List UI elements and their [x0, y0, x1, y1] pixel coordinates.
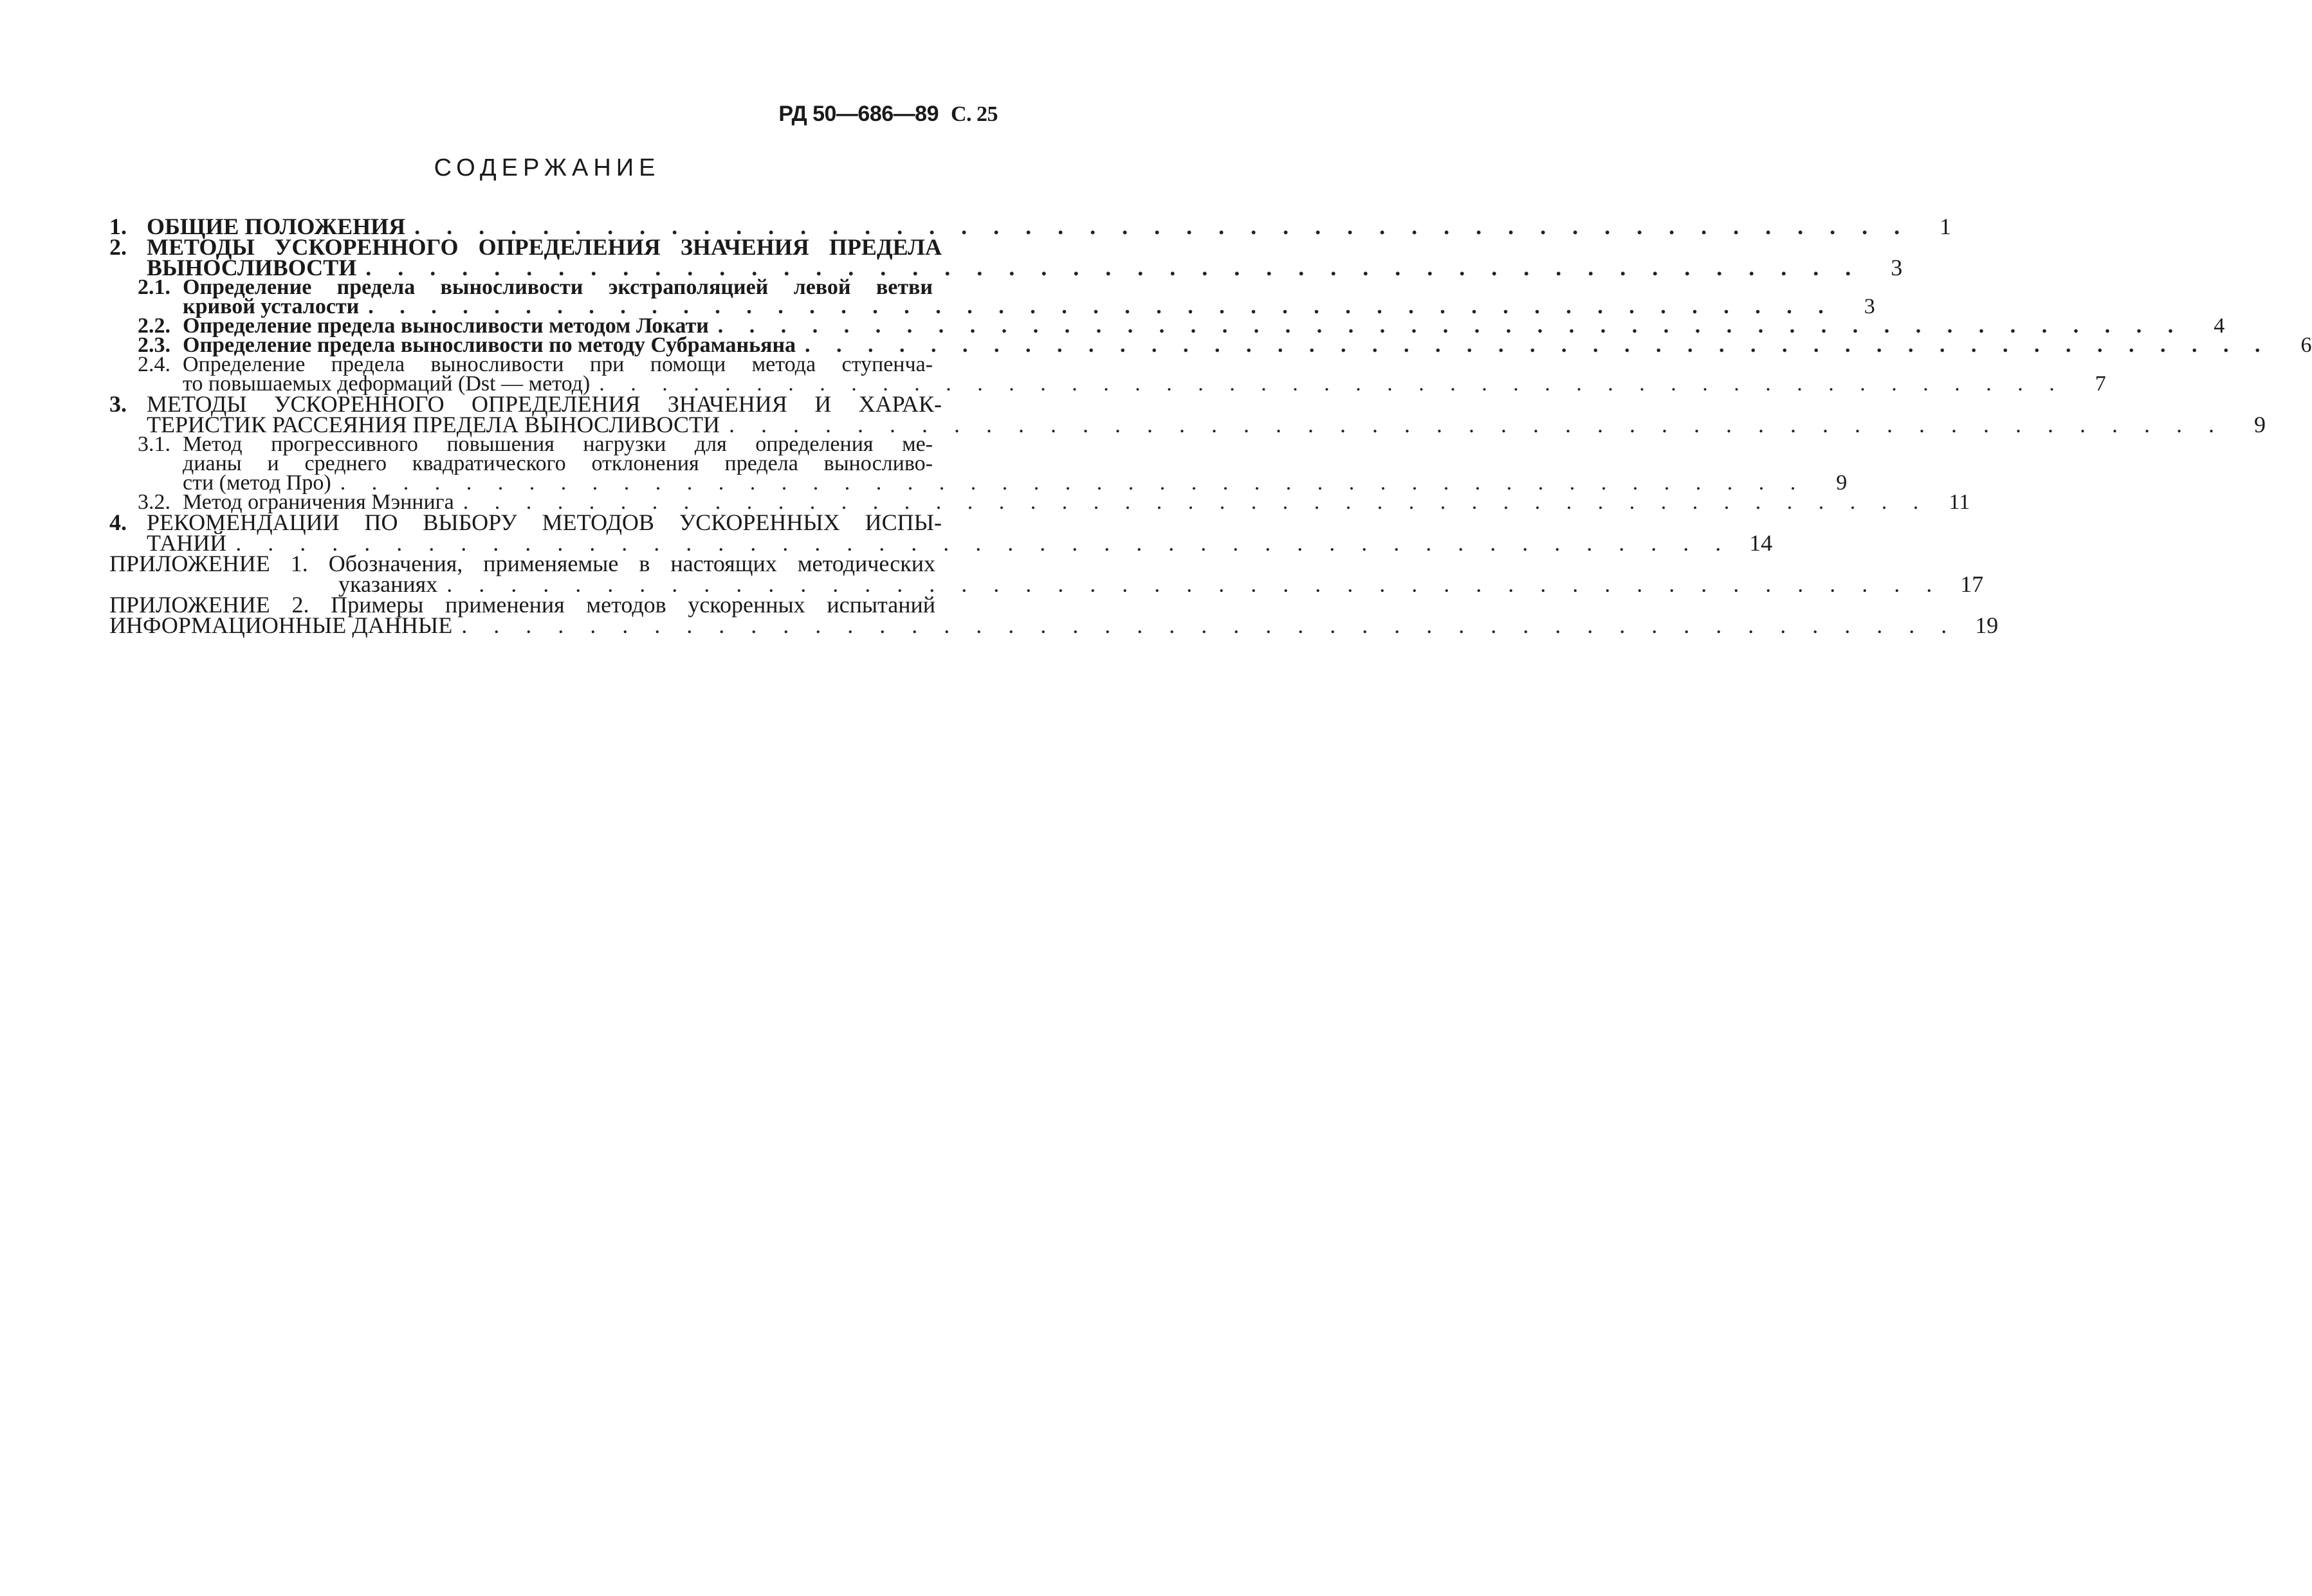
toc-entry-title-line: ТЕРИСТИК РАССЕЯНИЯ ПРЕДЕЛА ВЫНОСЛИВОСТИ — [147, 412, 720, 437]
toc-entry-title-line: Определение предела выносливости при помощи метода ступенча- — [183, 353, 933, 376]
toc-entry-title-line: РЕКОМЕНДАЦИИ ПО ВЫБОРУ МЕТОДОВ УСКОРЕННЫХ ИСПЫ- — [147, 509, 942, 535]
toc-entry-page: 11 — [1949, 490, 1970, 514]
toc-entry-title-line: Определение предела выносливости экстраполяцией левой ветви — [183, 275, 933, 299]
toc-entry-page: 3 — [1864, 295, 1875, 318]
toc-entry-page: 6 — [2300, 333, 2312, 357]
toc-entry-page: 9 — [1836, 471, 1848, 495]
document-code: РД 50—686—89 — [778, 102, 939, 126]
toc-entry-number: 2.1. — [138, 275, 170, 299]
dot-leader — [452, 615, 1957, 636]
toc-entry-page: 19 — [1975, 612, 1999, 638]
toc-entry-page: 14 — [1749, 530, 1773, 556]
toc-entry-title-line: то повышаемых деформаций (Dst — метод) — [183, 372, 591, 396]
toc-entry-page: 1 — [1940, 214, 1952, 239]
toc-entry-number: 4. — [109, 509, 127, 535]
page-title: СОДЕРЖАНИЕ — [434, 154, 661, 181]
toc-entry-page: 4 — [2214, 314, 2225, 338]
toc-entry-title-line: Метод прогрессивного повышения нагрузки для определения ме- — [183, 432, 933, 456]
toc-entry-2-4[interactable] — [109, 353, 2106, 396]
toc-entry-title-line: МЕТОДЫ УСКОРЕННОГО ОПРЕДЕЛЕНИЯ ЗНАЧЕНИЯ И ХАРАК- — [147, 391, 942, 417]
toc-information-data[interactable] — [109, 612, 1999, 638]
toc-entry-title-line: ПРИЛОЖЕНИЕ 1. Обозначения, применяемые в настоящих методических — [109, 551, 935, 576]
toc-entry-title-line: МЕТОДЫ УСКОРЕННОГО ОПРЕДЕЛЕНИЯ ЗНАЧЕНИЯ ПРЕДЕЛА — [147, 234, 942, 260]
toc-entry-title: Метод ограничения Мэннига — [183, 490, 454, 514]
toc-entry-title-line: ПРИЛОЖЕНИЕ 2. Примеры применения методов ускоренных испытаний — [109, 592, 935, 618]
toc-entry-number: 2. — [109, 234, 127, 260]
page-number: С. 25 — [950, 102, 998, 126]
toc-entry-title: Определение предела выносливости методом Локати — [183, 314, 709, 338]
toc-appendix-1[interactable] — [109, 551, 1984, 597]
toc-entry-number: 3.2. — [138, 490, 170, 514]
toc-entry-3-1[interactable] — [109, 432, 1848, 495]
toc-entry-title-line: ВЫНОСЛИВОСТИ — [147, 255, 357, 280]
toc-entry-number: 3. — [109, 391, 127, 417]
toc-entry-number: 2.4. — [138, 353, 170, 376]
toc-entry-2-1[interactable] — [109, 275, 1875, 318]
table-of-contents — [109, 214, 2312, 638]
toc-entry-title: ОБЩИЕ ПОЛОЖЕНИЯ — [147, 214, 406, 239]
toc-entry-page: 9 — [2253, 412, 2266, 437]
toc-entry-number: 2.3. — [138, 333, 170, 357]
toc-entry-page: 3 — [1891, 255, 1903, 280]
toc-entry-page: 17 — [1960, 571, 1984, 597]
toc-entry-2[interactable] — [109, 234, 1903, 280]
toc-entry-title-line: сти (метод Про) — [183, 471, 331, 495]
toc-entry-title-line: ТАНИЙ — [147, 530, 227, 556]
toc-entry-4[interactable] — [109, 509, 1773, 556]
toc-entry-3[interactable] — [109, 391, 2266, 437]
dot-leader — [796, 336, 2271, 355]
toc-entry-number: 2.2. — [138, 314, 170, 338]
dot-leader — [720, 414, 2225, 435]
document-header — [778, 102, 998, 127]
toc-entry-number: 3.1. — [138, 432, 170, 456]
toc-entry-page: 7 — [2095, 372, 2106, 396]
toc-entry-number: 1. — [109, 214, 127, 239]
toc-entry-title-line: кривой усталости — [183, 295, 360, 318]
toc-entry-title: ИНФОРМАЦИОННЫЕ ДАННЫЕ — [109, 612, 453, 638]
toc-entry-title-line: указаниях — [338, 571, 438, 597]
toc-entry-title-line: дианы и среднего квадратического отклонения предела выносливо- — [183, 452, 933, 475]
toc-entry-title: Определение предела выносливости по методу Субраманьяна — [183, 333, 796, 357]
